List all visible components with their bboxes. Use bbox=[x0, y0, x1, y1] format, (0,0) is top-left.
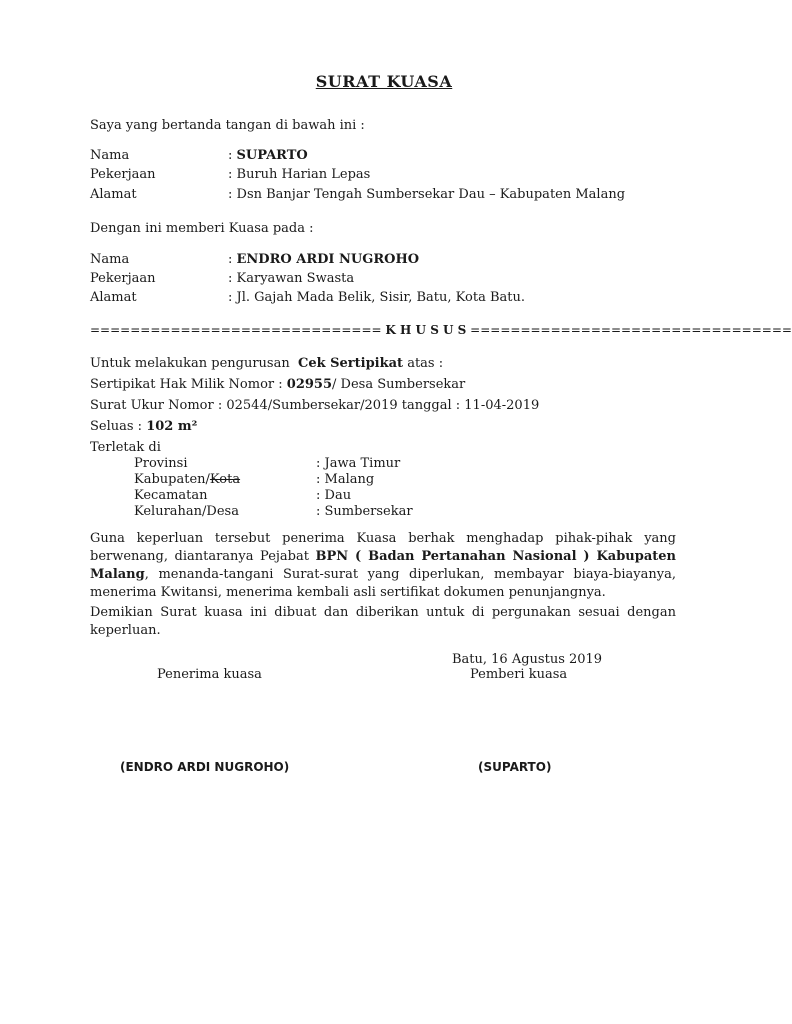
giver-signature-name: (SUPARTO) bbox=[478, 760, 552, 774]
district-value: Dau bbox=[324, 488, 352, 503]
survey-line: Surat Ukur Nomor : 02544/Sumbersekar/2019 tanggal : 11-04-2019 bbox=[90, 398, 540, 413]
grantee-address-value-wrap: : Jl. Gajah Mada Belik, Sisir, Batu, Kota Batu. bbox=[228, 290, 525, 305]
certificate-suffix: / Desa Sumbersekar bbox=[332, 377, 466, 392]
grantee-job-label: Pekerjaan bbox=[90, 271, 156, 286]
grantee-job-value: Karyawan Swasta bbox=[236, 271, 355, 286]
regency-label-a: Kabupaten/ bbox=[134, 472, 210, 487]
purpose-line bbox=[90, 356, 443, 371]
document-title: SURAT KUASA bbox=[315, 72, 453, 91]
regency-label bbox=[134, 472, 240, 487]
grantor-job-label: Pekerjaan bbox=[90, 167, 156, 182]
certificate-number: 02955 bbox=[286, 377, 333, 392]
regency-value: Malang bbox=[324, 472, 375, 487]
grantor-job-value-wrap: : Buruh Harian Lepas bbox=[228, 167, 371, 182]
grantor-name-value-wrap: : SUPARTO bbox=[228, 148, 308, 163]
authority-text-1: Guna keperluan tersebut penerima Kuasa berhak menghadap pihak-pihak yang berwenang, diantaranya Pejabat bbox=[90, 531, 676, 564]
divider-heading: K H U S U S bbox=[385, 323, 467, 337]
certificate-prefix: Sertipikat Hak Milik Nomor : bbox=[90, 377, 283, 392]
divider-left-rule: ============================= bbox=[90, 323, 382, 337]
village-label: Kelurahan/Desa bbox=[134, 504, 239, 519]
grantee-job-value-wrap: : Karyawan Swasta bbox=[228, 271, 355, 286]
village-value: Sumbersekar bbox=[324, 504, 413, 519]
area-prefix: Seluas : bbox=[90, 419, 143, 434]
grantee-name-value-wrap: : ENDRO ARDI NUGROHO bbox=[228, 252, 420, 267]
purpose-bold: Cek Sertipikat bbox=[297, 356, 404, 371]
grantor-job-value: Buruh Harian Lepas bbox=[236, 167, 371, 182]
grantor-address-value: Dsn Banjar Tengah Sumbersekar Dau – Kabupaten Malang bbox=[236, 187, 626, 202]
receiver-signature-name: (ENDRO ARDI NUGROHO) bbox=[120, 760, 290, 774]
district-label: Kecamatan bbox=[134, 488, 208, 503]
grant-intro-text: Dengan ini memberi Kuasa pada : bbox=[90, 221, 314, 236]
district-value-wrap: : Dau bbox=[316, 488, 352, 503]
province-value-wrap: : Jawa Timur bbox=[316, 456, 401, 471]
grantor-name-label: Nama bbox=[90, 148, 130, 163]
closing-paragraph: Demikian Surat kuasa ini dibuat dan diberikan untuk di pergunakan sesuai dengan keperluan. bbox=[90, 605, 676, 638]
grantor-name-value: SUPARTO bbox=[236, 148, 308, 163]
grantor-address-value-wrap: : Dsn Banjar Tengah Sumbersekar Dau – Kabupaten Malang bbox=[228, 187, 626, 202]
regency-label-struck: Kota bbox=[209, 472, 241, 487]
purpose-prefix: Untuk melakukan pengurusan bbox=[90, 356, 290, 371]
authority-agency: BPN ( Badan Pertanahan Nasional ) Kabupaten Malang bbox=[90, 549, 676, 582]
grantee-address-value: Jl. Gajah Mada Belik, Sisir, Batu, Kota Batu. bbox=[236, 290, 525, 305]
special-divider bbox=[90, 323, 792, 337]
province-value: Jawa Timur bbox=[324, 456, 401, 471]
grantee-name-label: Nama bbox=[90, 252, 130, 267]
grantor-address-label: Alamat bbox=[90, 187, 137, 202]
province-label: Provinsi bbox=[134, 456, 188, 471]
receiver-label: Penerima kuasa bbox=[157, 667, 262, 682]
grantee-address-label: Alamat bbox=[90, 290, 137, 305]
village-value-wrap: : Sumbersekar bbox=[316, 504, 413, 519]
intro-text: Saya yang bertanda tangan di bawah ini : bbox=[90, 118, 365, 133]
area-value: 102 m² bbox=[146, 419, 198, 434]
giver-label: Pemberi kuasa bbox=[470, 667, 568, 682]
regency-value-wrap: : Malang bbox=[316, 472, 375, 487]
certificate-line bbox=[90, 377, 465, 392]
located-label: Terletak di bbox=[90, 440, 161, 455]
divider-right-rule: ================================ bbox=[470, 323, 792, 337]
place-date: Batu, 16 Agustus 2019 bbox=[452, 652, 603, 667]
area-line bbox=[90, 419, 197, 434]
purpose-suffix: atas : bbox=[407, 356, 444, 371]
authority-text-2: , menanda-tangani Surat-surat yang diperlukan, membayar biaya-biayanya, menerima Kwitansi, menerima kembali asli sertifikat dokumen penunjangnya. bbox=[90, 567, 676, 600]
authority-paragraph bbox=[90, 530, 676, 602]
grantee-name-value: ENDRO ARDI NUGROHO bbox=[236, 252, 420, 267]
